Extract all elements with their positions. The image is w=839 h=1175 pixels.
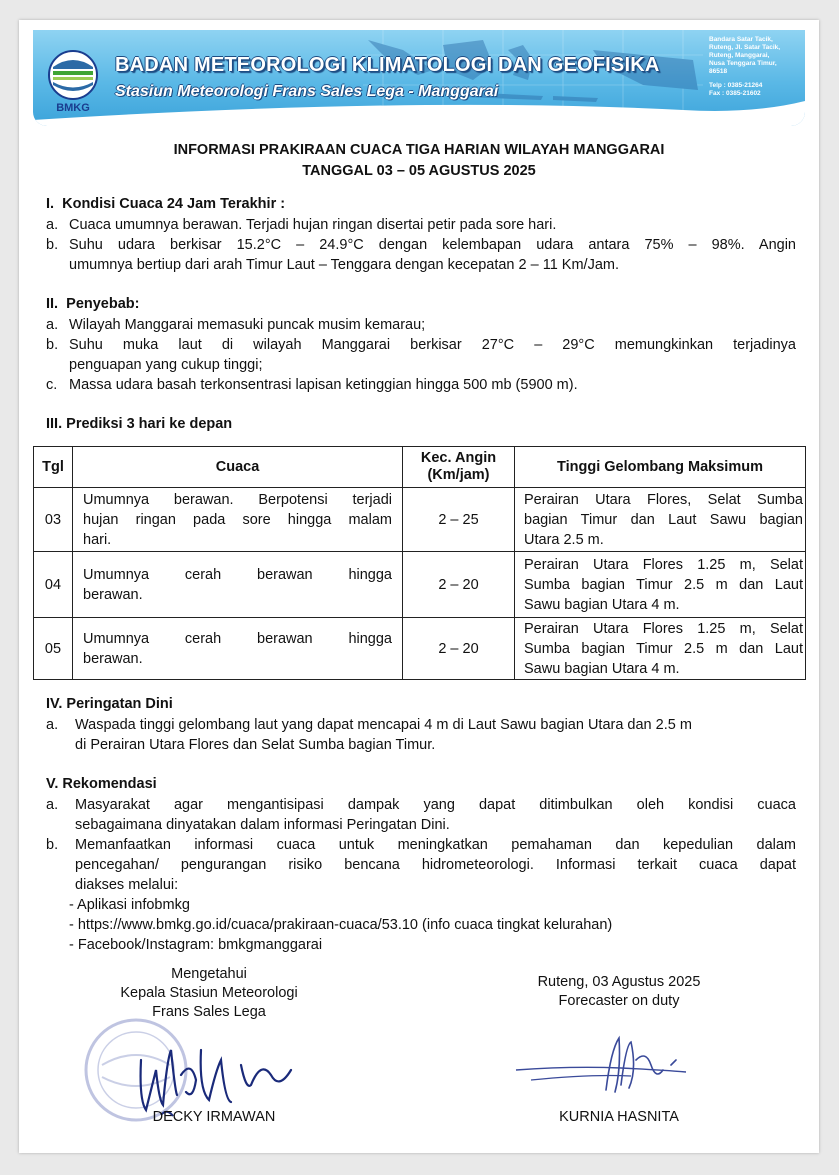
weather-line: Umumnya cerah berawan hingga [83, 630, 392, 647]
item-text: Cuaca umumnya berawan. Terjadi hujan ringan disertai petir pada sore hari. [69, 217, 557, 233]
item-label: a. [46, 717, 59, 733]
weather-line: berawan. [83, 650, 143, 667]
item-label: a. [46, 217, 59, 233]
section-4-heading: IV. Peringatan Dini [46, 696, 173, 712]
item-text: Massa udara basah terkonsentrasi lapisan ketinggian hingga 500 mb (5900 m). [69, 377, 578, 393]
wave-cell [515, 618, 806, 680]
forecast-table [33, 446, 806, 680]
table-row [34, 552, 806, 618]
station-name: Stasiun Meteorologi Frans Sales Lega - Manggarai [115, 83, 499, 100]
wave-line: Perairan Utara Flores 1.25 m, Selat [524, 620, 803, 637]
wave-line: Sumba bagian Timur 2.5 m dan Laut [524, 576, 803, 593]
section-5-heading: V. Rekomendasi [46, 776, 157, 792]
document-date: TANGGAL 03 – 05 AGUSTUS 2025 [302, 163, 536, 179]
document-title: INFORMASI PRAKIRAAN CUACA TIGA HARIAN WILAYAH MANGGARAI [173, 142, 665, 158]
org-name: BADAN METEOROLOGI KLIMATOLOGI DAN GEOFISIKA [115, 54, 660, 76]
wave-line: bagian Timur dan Laut Sawu bagian [524, 511, 803, 528]
weather-cell [73, 552, 403, 618]
item-text: Wilayah Manggarai memasuki puncak musim kemarau; [69, 317, 426, 333]
item-text-line2: umumnya bertiup dari arah Timur Laut – Tenggara dengan kecepatan 2 – 11 Km/Jam. [69, 257, 619, 273]
date-cell: 03 [34, 488, 73, 552]
item-label: a. [46, 317, 59, 333]
item-text-line2: pencegahan/ pengurangan risiko bencana hidrometeorologi. Informasi terkait cuaca dapat [75, 857, 796, 873]
wave-line: Sumba bagian Timur 2.5 m dan Laut [524, 640, 803, 657]
list-item: - Facebook/Instagram: bmkgmanggarai [69, 937, 323, 953]
address-line: 86518 [709, 68, 728, 75]
document-page [19, 20, 819, 1153]
weather-cell [73, 488, 403, 552]
date-cell: 04 [34, 552, 73, 618]
item-label: b. [46, 337, 59, 353]
address-block [709, 36, 803, 98]
signature-right [511, 1030, 691, 1100]
signature-block-left [89, 965, 329, 1022]
wind-cell: 2 – 25 [403, 488, 515, 552]
column-header: Tgl [34, 447, 73, 488]
table-row [34, 488, 806, 552]
column-header: Kec. Angin (Km/jam) [403, 447, 515, 488]
item-text-line1: Waspada tinggi gelombang laut yang dapat mencapai 4 m di Laut Sawu bagian Utara dan 2.5 m [75, 717, 692, 733]
wave-cell [515, 488, 806, 552]
table-row [34, 618, 806, 680]
fax: Fax : 0385-21602 [709, 90, 761, 97]
signature-block-right [489, 973, 749, 1011]
weather-cell [73, 618, 403, 680]
logo-text: BMKG [56, 102, 90, 114]
wave-line: Sawu bagian Utara 4 m. [524, 660, 680, 677]
address-line: Ruteng, Jl. Satar Tacik, [709, 44, 781, 51]
wind-cell: 2 – 20 [403, 552, 515, 618]
address-line: Ruteng, Manggarai, [709, 52, 770, 59]
wave-line: Sawu bagian Utara 4 m. [524, 596, 680, 613]
station-title: Frans Sales Lega [152, 1004, 266, 1020]
list-item: - Aplikasi infobmkg [69, 897, 190, 913]
acknowledgement-label: Mengetahui [171, 966, 247, 982]
position-title: Kepala Stasiun Meteorologi [120, 985, 298, 1001]
weather-line: berawan. [83, 586, 143, 603]
address-line: Nusa Tenggara Timur, [709, 60, 777, 67]
column-header: Cuaca [73, 447, 403, 488]
signer-name-right: KURNIA HASNITA [559, 1109, 679, 1125]
item-label: a. [46, 797, 59, 813]
weather-line: Umumnya cerah berawan hingga [83, 566, 392, 583]
weather-line: Umumnya berawan. Berpotensi terjadi [83, 491, 392, 508]
letterhead-banner [33, 30, 805, 126]
section-1-heading: I. Kondisi Cuaca 24 Jam Terakhir : [46, 196, 286, 212]
item-text-line1: Memanfaatkan informasi cuaca untuk meningkatkan pemahaman dan kepedulian dalam [75, 837, 796, 853]
section-2-heading: II. Penyebab: [46, 296, 140, 312]
item-text-line3: diakses melalui: [75, 877, 179, 893]
section-3-heading: III. Prediksi 3 hari ke depan [46, 416, 233, 432]
item-text-line2: penguapan yang cukup tinggi; [69, 357, 263, 373]
wind-cell: 2 – 20 [403, 618, 515, 680]
wave-line: Utara 2.5 m. [524, 531, 604, 548]
item-text-line1: Suhu muka laut di wilayah Manggarai berkisar 27°C – 29°C memungkinkan terjadinya [69, 337, 796, 353]
item-label: b. [46, 237, 59, 253]
column-header: Tinggi Gelombang Maksimum [515, 447, 806, 488]
wave-line: Perairan Utara Flores, Selat Sumba [524, 491, 803, 508]
role-title: Forecaster on duty [558, 993, 680, 1009]
phone: Telp : 0385-21264 [709, 82, 763, 89]
item-label: b. [46, 837, 59, 853]
item-text-line1: Suhu udara berkisar 15.2°C – 24.9°C dengan kelembapan udara antara 75% – 98%. Angin [69, 237, 796, 253]
address-line: Bandara Satar Tacik, [709, 36, 773, 43]
list-item: - https://www.bmkg.go.id/cuaca/prakiraan-cuaca/53.10 (info cuaca tingkat kelurahan) [69, 917, 613, 933]
weather-line: hari. [83, 531, 112, 548]
signer-name-left: DECKY IRMAWAN [152, 1109, 276, 1125]
item-text-line2: sebagaimana dinyatakan dalam informasi Peringatan Dini. [75, 817, 450, 833]
table-header-row [34, 447, 806, 488]
date-cell: 05 [34, 618, 73, 680]
weather-line: hujan ringan pada sore hingga malam [83, 511, 392, 528]
item-text-line1: Masyarakat agar mengantisipasi dampak yang dapat ditimbulkan oleh kondisi cuaca [75, 797, 796, 813]
item-text-line2: di Perairan Utara Flores dan Selat Sumba bagian Timur. [75, 737, 436, 753]
place-date: Ruteng, 03 Agustus 2025 [537, 974, 701, 990]
wave-cell [515, 552, 806, 618]
item-label: c. [46, 377, 58, 393]
wave-line: Perairan Utara Flores 1.25 m, Selat [524, 556, 803, 573]
